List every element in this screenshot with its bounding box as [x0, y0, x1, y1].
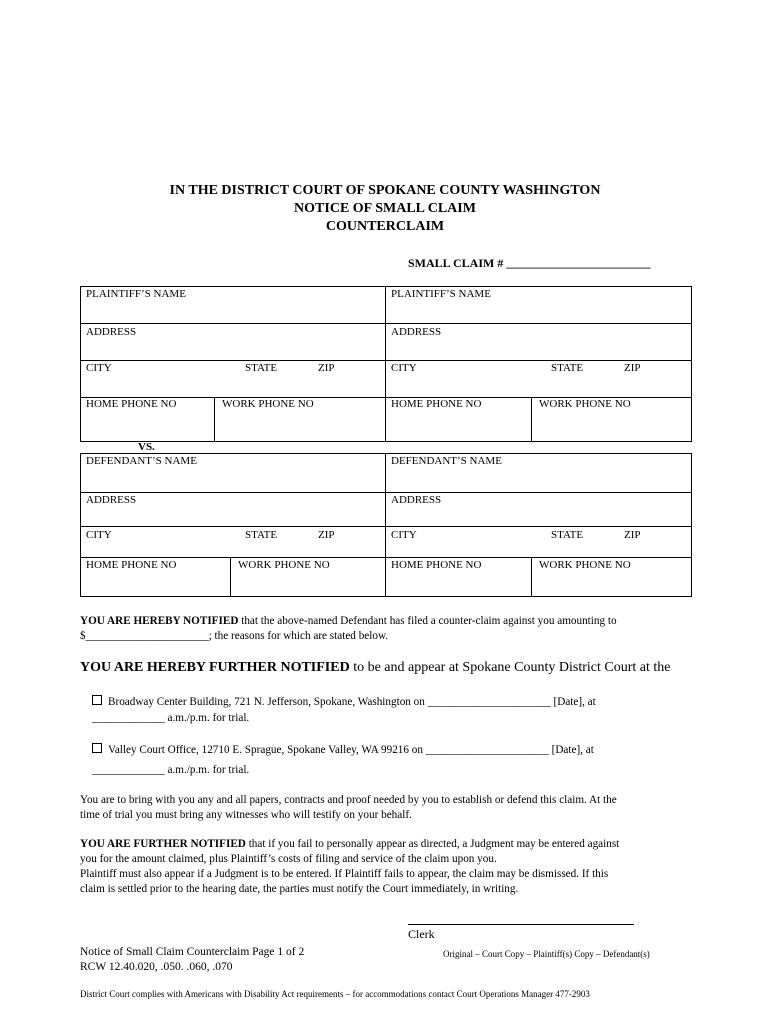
notice-1-bold: YOU ARE HEREBY NOTIFIED — [80, 615, 239, 627]
defendant-work-phone-field-2[interactable]: WORK PHONE NO — [539, 559, 631, 571]
bring-papers-line-2: time of trial you must bring any witnesses who will testify on your behalf. — [80, 809, 412, 821]
defendant-grid-rule — [80, 492, 691, 493]
location-option-valley[interactable] — [92, 742, 594, 758]
plaintiff-city-field-2[interactable]: CITY — [391, 362, 417, 374]
clerk-signature-line[interactable] — [408, 924, 634, 925]
plaintiff-work-phone-field[interactable]: WORK PHONE NO — [222, 398, 314, 410]
notice-1-text: that the above-named Defendant has filed a counter-claim against you amounting to — [238, 615, 617, 627]
defendant-address-field[interactable]: ADDRESS — [86, 494, 137, 506]
plaintiff-phone-divider-right — [531, 397, 532, 441]
broadway-time-line[interactable]: _____________ a.m./p.m. for trial. — [92, 712, 250, 724]
defendant-grid — [80, 453, 692, 597]
notice-3-line-2: you for the amount claimed, plus Plaintiff’s costs of filing and service of the claim upon you. — [80, 853, 497, 865]
plaintiff-address-field[interactable]: ADDRESS — [86, 326, 137, 338]
notice-paragraph-3 — [80, 837, 619, 852]
notice-paragraph-2 — [80, 660, 670, 676]
notice-paragraph-1 — [80, 614, 617, 629]
notice-3-text: that if you fail to personally appear as directed, a Judgment may be entered against — [245, 838, 620, 850]
bring-papers-line-1: You are to bring with you any and all papers, contracts and proof needed by you to establish or defend this claim. At the — [80, 794, 617, 806]
defendant-grid-rule — [80, 557, 691, 558]
plaintiff-phone-divider-left — [214, 397, 215, 441]
notice-2-bold: YOU ARE HEREBY FURTHER NOTIFIED — [80, 660, 350, 675]
plaintiff-city-field[interactable]: CITY — [86, 362, 112, 374]
checkbox-icon[interactable] — [92, 695, 102, 705]
defendant-address-field-2[interactable]: ADDRESS — [391, 494, 442, 506]
defendant-grid-rule — [80, 526, 691, 527]
defendant-home-phone-field-2[interactable]: HOME PHONE NO — [391, 559, 482, 571]
plaintiff-name-field-2[interactable]: PLAINTIFF’S NAME — [391, 288, 491, 300]
notice-title: NOTICE OF SMALL CLAIM — [294, 201, 476, 216]
plaintiff-address-field-2[interactable]: ADDRESS — [391, 326, 442, 338]
defendant-name-field[interactable]: DEFENDANT’S NAME — [86, 455, 197, 467]
notice-3-line-4: claim is settled prior to the hearing date, the parties must notify the Court immediately, in writing. — [80, 883, 519, 895]
clerk-label: Clerk — [408, 927, 435, 941]
small-claim-number[interactable]: SMALL CLAIM # ________________________ — [408, 256, 651, 270]
notice-2-text: to be and appear at Spokane County District Court at the — [349, 660, 671, 675]
footer-ada-notice: District Court complies with Americans with Disability Act requirements – for accommodations contact Court Operations Manager 477-2903 — [80, 989, 590, 999]
defendant-phone-divider-left — [230, 557, 231, 596]
footer-rcw: RCW 12.40.020, .050. .060, .070 — [80, 961, 233, 973]
plaintiff-grid-rule — [80, 323, 691, 324]
defendant-phone-divider-right — [531, 557, 532, 596]
plaintiff-zip-field[interactable]: ZIP — [318, 362, 335, 374]
defendant-city-field-2[interactable]: CITY — [391, 529, 417, 541]
defendant-zip-field[interactable]: ZIP — [318, 529, 335, 541]
plaintiff-name-field[interactable]: PLAINTIFF’S NAME — [86, 288, 186, 300]
plaintiff-grid-rule — [80, 360, 691, 361]
notice-3-line-3: Plaintiff must also appear if a Judgment is to be entered. If Plaintiff fails to appear, the claim may be dismissed. If this — [80, 868, 609, 880]
checkbox-icon[interactable] — [92, 743, 102, 753]
notice-3-bold: YOU ARE FURTHER NOTIFIED — [80, 838, 246, 850]
plaintiff-zip-field-2[interactable]: ZIP — [624, 362, 641, 374]
location-option-broadway[interactable] — [92, 694, 596, 710]
plaintiff-home-phone-field[interactable]: HOME PHONE NO — [86, 398, 177, 410]
counterclaim-title: COUNTERCLAIM — [325, 219, 445, 234]
amount-line[interactable]: $______________________; the reasons for which are stated below. — [80, 630, 389, 642]
defendant-state-field[interactable]: STATE — [245, 529, 278, 541]
plaintiff-grid-divider — [385, 286, 386, 441]
court-title: IN THE DISTRICT COURT OF SPOKANE COUNTY WASHINGTON — [169, 183, 601, 198]
defendant-zip-field-2[interactable]: ZIP — [624, 529, 641, 541]
valley-time-line[interactable]: _____________ a.m./p.m. for trial. — [92, 764, 250, 776]
valley-location-text: Valley Court Office, 12710 E. Sprague, Spokane Valley, WA 99216 on ______________________ [Date], at — [108, 744, 594, 756]
defendant-work-phone-field[interactable]: WORK PHONE NO — [238, 559, 330, 571]
defendant-name-field-2[interactable]: DEFENDANT’S NAME — [391, 455, 502, 467]
defendant-city-field[interactable]: CITY — [86, 529, 112, 541]
plaintiff-grid — [80, 286, 692, 442]
versus-label: VS. — [138, 441, 155, 453]
broadway-location-text: Broadway Center Building, 721 N. Jefferson, Spokane, Washington on ______________________ [Date], at — [108, 696, 596, 708]
defendant-home-phone-field[interactable]: HOME PHONE NO — [86, 559, 177, 571]
footer-page-info: Notice of Small Claim Counterclaim Page 1 of 2 — [80, 946, 305, 958]
defendant-grid-divider — [385, 453, 386, 596]
plaintiff-state-field-2[interactable]: STATE — [551, 362, 584, 374]
plaintiff-work-phone-field-2[interactable]: WORK PHONE NO — [539, 398, 631, 410]
plaintiff-state-field[interactable]: STATE — [245, 362, 278, 374]
plaintiff-home-phone-field-2[interactable]: HOME PHONE NO — [391, 398, 482, 410]
defendant-state-field-2[interactable]: STATE — [551, 529, 584, 541]
footer-copies: Original – Court Copy – Plaintiff(s) Copy – Defendant(s) — [443, 949, 650, 959]
